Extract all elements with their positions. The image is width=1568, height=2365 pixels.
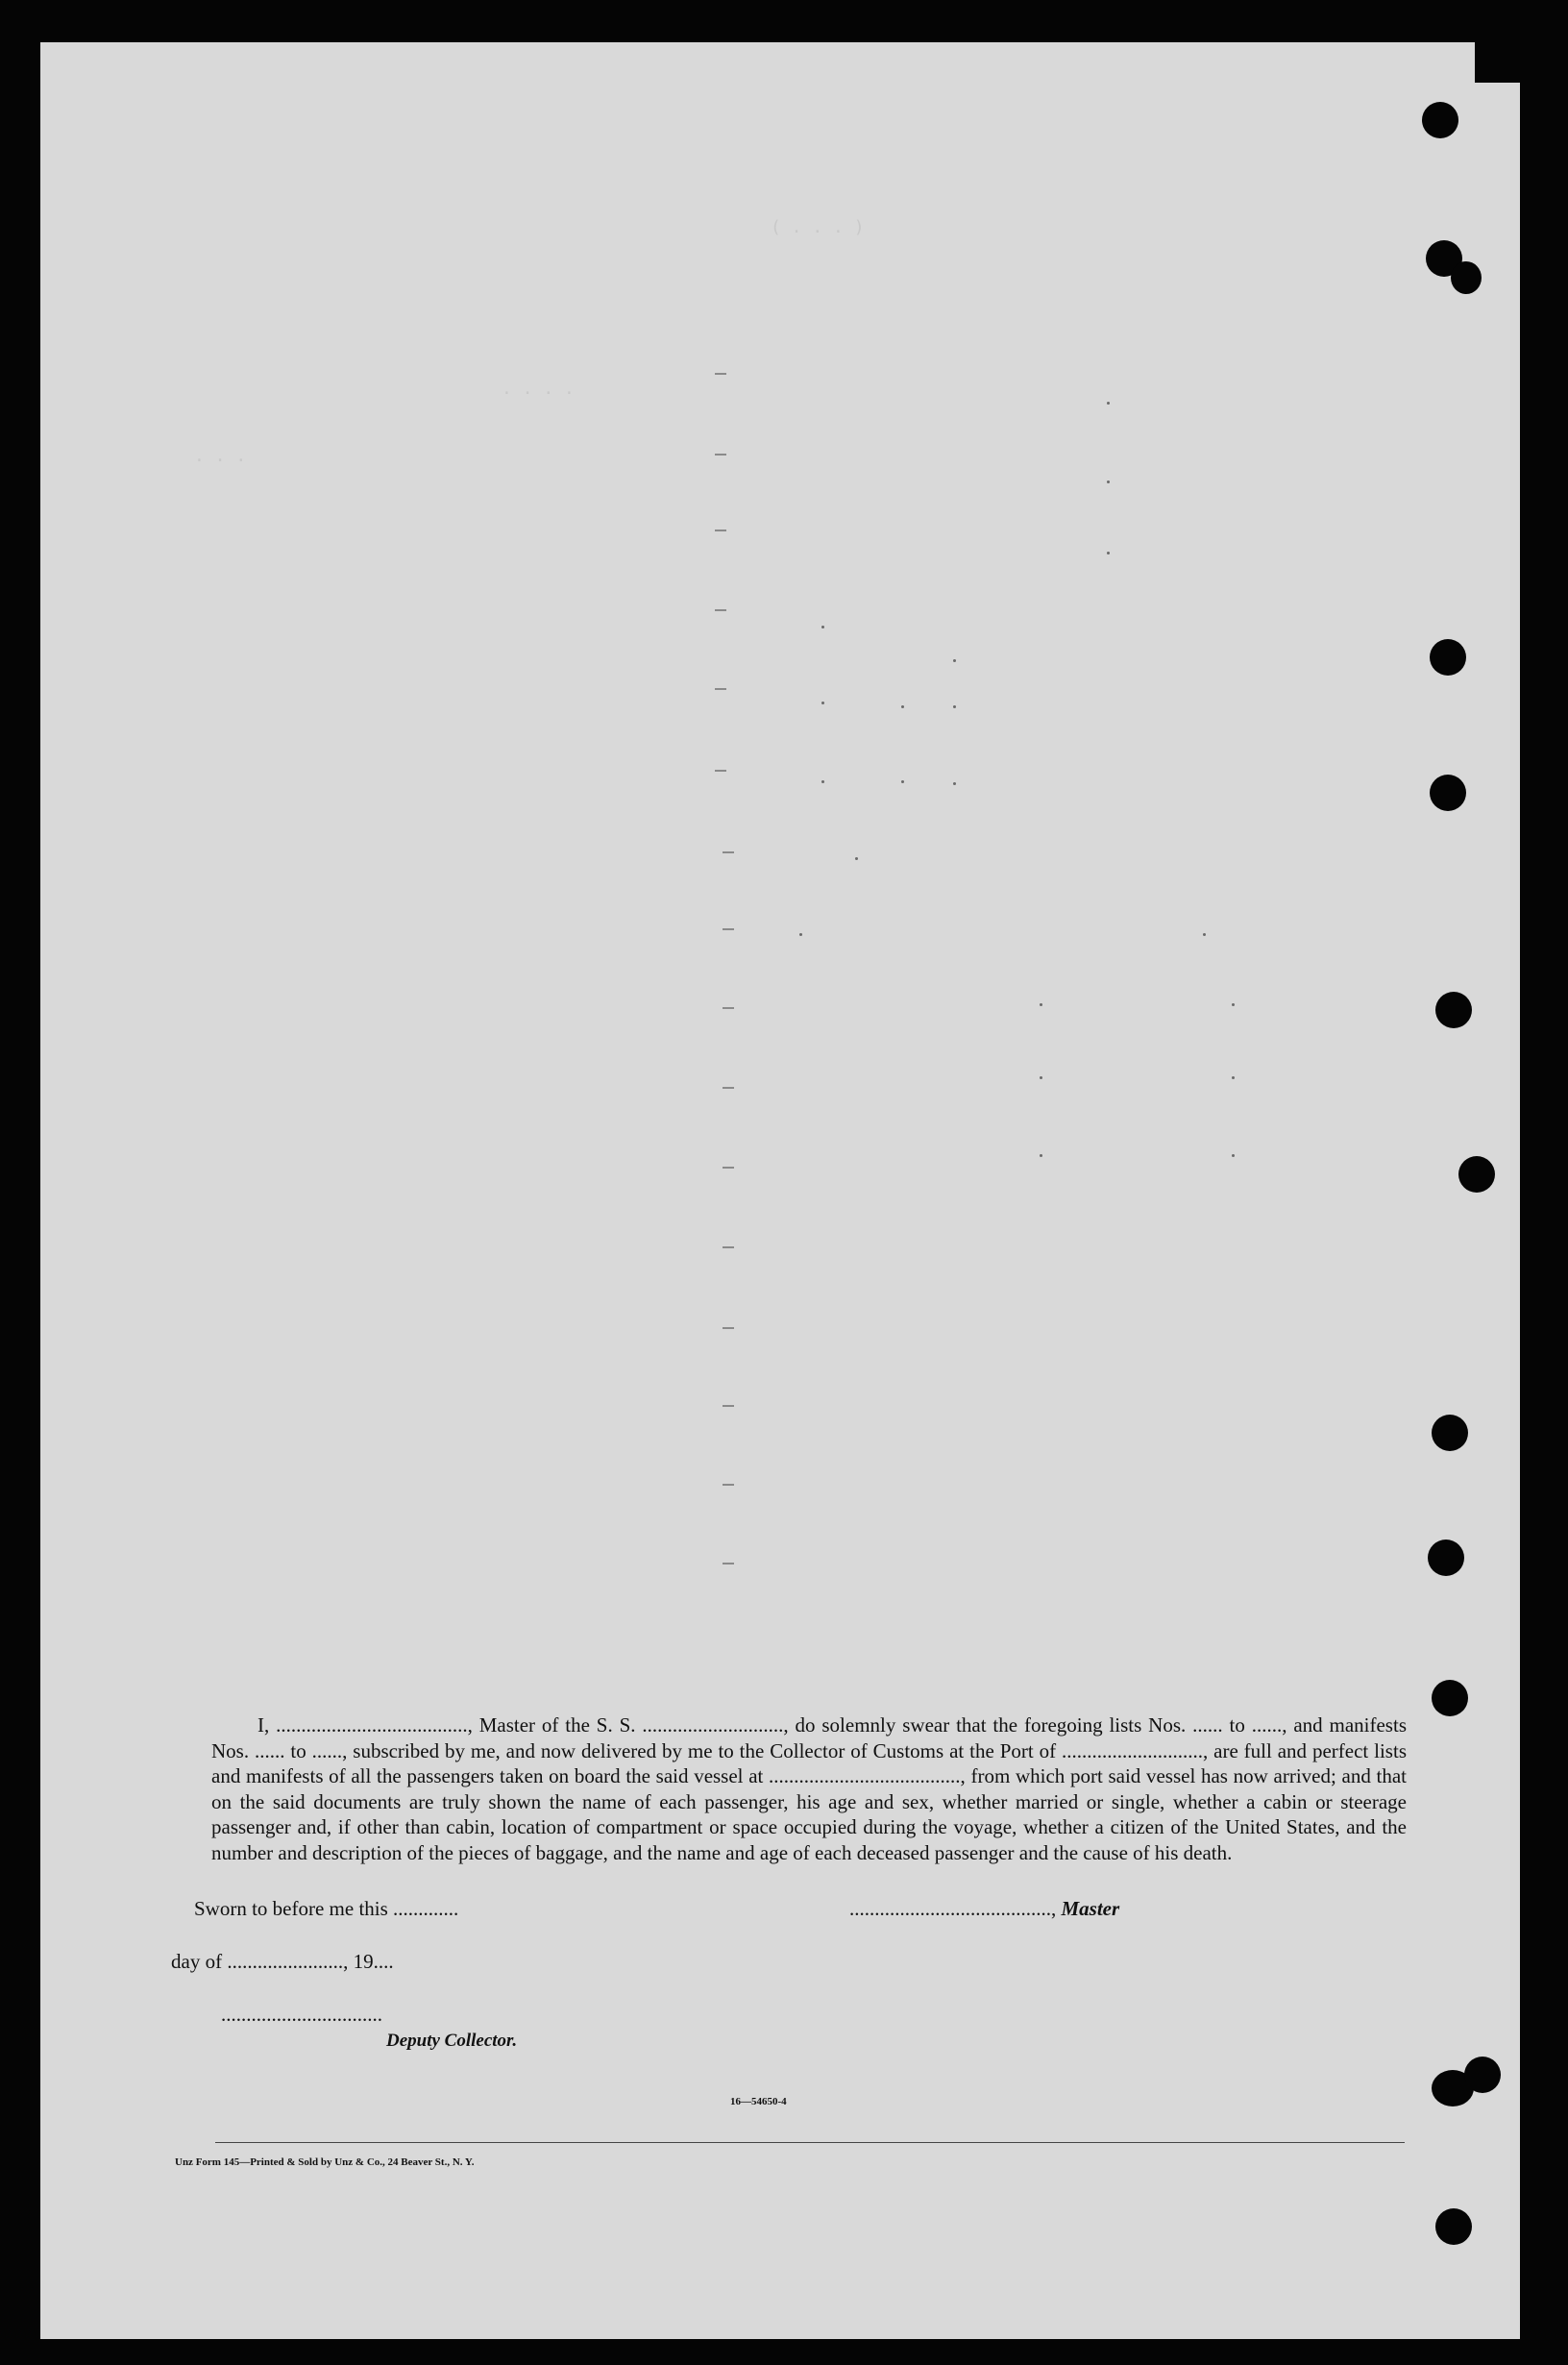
speck	[1232, 1076, 1235, 1079]
bottom-shadow	[40, 2339, 1520, 2365]
speck	[821, 780, 824, 783]
manifest-page	[40, 42, 1520, 2339]
footer-rule	[215, 2142, 1405, 2143]
speck	[1040, 1076, 1042, 1079]
page-corner-shadow	[1475, 42, 1525, 83]
deputy-collector-label: Deputy Collector.	[386, 2031, 518, 2051]
speck	[1107, 402, 1110, 405]
punch-hole	[1435, 2208, 1472, 2245]
speck	[1232, 1154, 1235, 1157]
column-mark	[715, 609, 726, 611]
speck	[953, 705, 956, 708]
master-dots: ........................................,	[849, 1897, 1057, 1920]
punch-hole	[1428, 1540, 1464, 1576]
bleed-through-text: ( . . . )	[771, 217, 865, 237]
speck	[799, 933, 802, 936]
speck	[953, 782, 956, 785]
punch-hole	[1435, 992, 1472, 1028]
speck	[855, 857, 858, 860]
form-number: 16—54650-4	[730, 2096, 787, 2107]
speck	[1203, 933, 1206, 936]
punch-hole	[1430, 775, 1466, 811]
punch-hole	[1458, 1156, 1495, 1193]
day-of-label: day of ......................., 19....	[171, 1950, 394, 1973]
oath-paragraph	[211, 1712, 1407, 1865]
column-mark	[715, 688, 726, 690]
column-mark	[715, 530, 726, 531]
punch-hole	[1464, 2057, 1501, 2093]
column-mark	[723, 1167, 734, 1169]
sworn-label: Sworn to before me this .............	[194, 1897, 459, 1920]
master-label: Master	[1061, 1897, 1120, 1920]
speck	[901, 780, 904, 783]
master-signature-line	[849, 1897, 1119, 1921]
column-mark	[723, 851, 734, 853]
column-mark	[715, 454, 726, 456]
bleed-through-text: . . .	[194, 446, 247, 466]
column-mark	[723, 1484, 734, 1486]
speck	[821, 702, 824, 704]
speck	[821, 626, 824, 628]
column-mark	[723, 928, 734, 930]
punch-hole	[1430, 639, 1466, 676]
punch-hole	[1432, 1680, 1468, 1716]
column-mark	[723, 1405, 734, 1407]
speck	[1107, 552, 1110, 554]
column-mark	[715, 373, 726, 375]
punch-hole	[1432, 1415, 1468, 1451]
speck	[1040, 1003, 1042, 1006]
deputy-signature-line: ................................	[221, 2003, 382, 2026]
column-mark	[723, 1087, 734, 1089]
column-mark	[723, 1563, 734, 1564]
speck	[1107, 480, 1110, 483]
speck	[953, 659, 956, 662]
speck	[1232, 1003, 1235, 1006]
bleed-through-text: . . . .	[502, 379, 575, 399]
column-mark	[723, 1246, 734, 1248]
punch-hole	[1422, 102, 1458, 138]
column-mark	[715, 770, 726, 772]
column-mark	[723, 1007, 734, 1009]
punch-hole	[1451, 261, 1482, 294]
speck	[1040, 1154, 1042, 1157]
oath-text: I, ......................................, Master of the S. S. ............................, do solemnly swear that the foregoing lists Nos. ...... to ......, and manifests Nos. ...... to ......, subscribed by me, and now delivered by me to the Collector of Customs at the Port of ............................, are full and perfect lists and manifests of all the passengers taken on board the said vessel at ......................................, from which port said vessel has now arrived; and that on the said documents are truly shown the name of each passenger, his age and sex, whether married or single, whether a cabin or steerage passenger and, if other than cabin, location of compartment or space occupied during the voyage, whether a citizen of the United States, and the number and description of the pieces of baggage, and the name and age of each deceased passenger and the cause of his death.	[211, 1713, 1407, 1864]
printer-credit: Unz Form 145—Printed & Sold by Unz & Co., 24 Beaver St., N. Y.	[175, 2156, 475, 2168]
speck	[901, 705, 904, 708]
column-mark	[723, 1327, 734, 1329]
